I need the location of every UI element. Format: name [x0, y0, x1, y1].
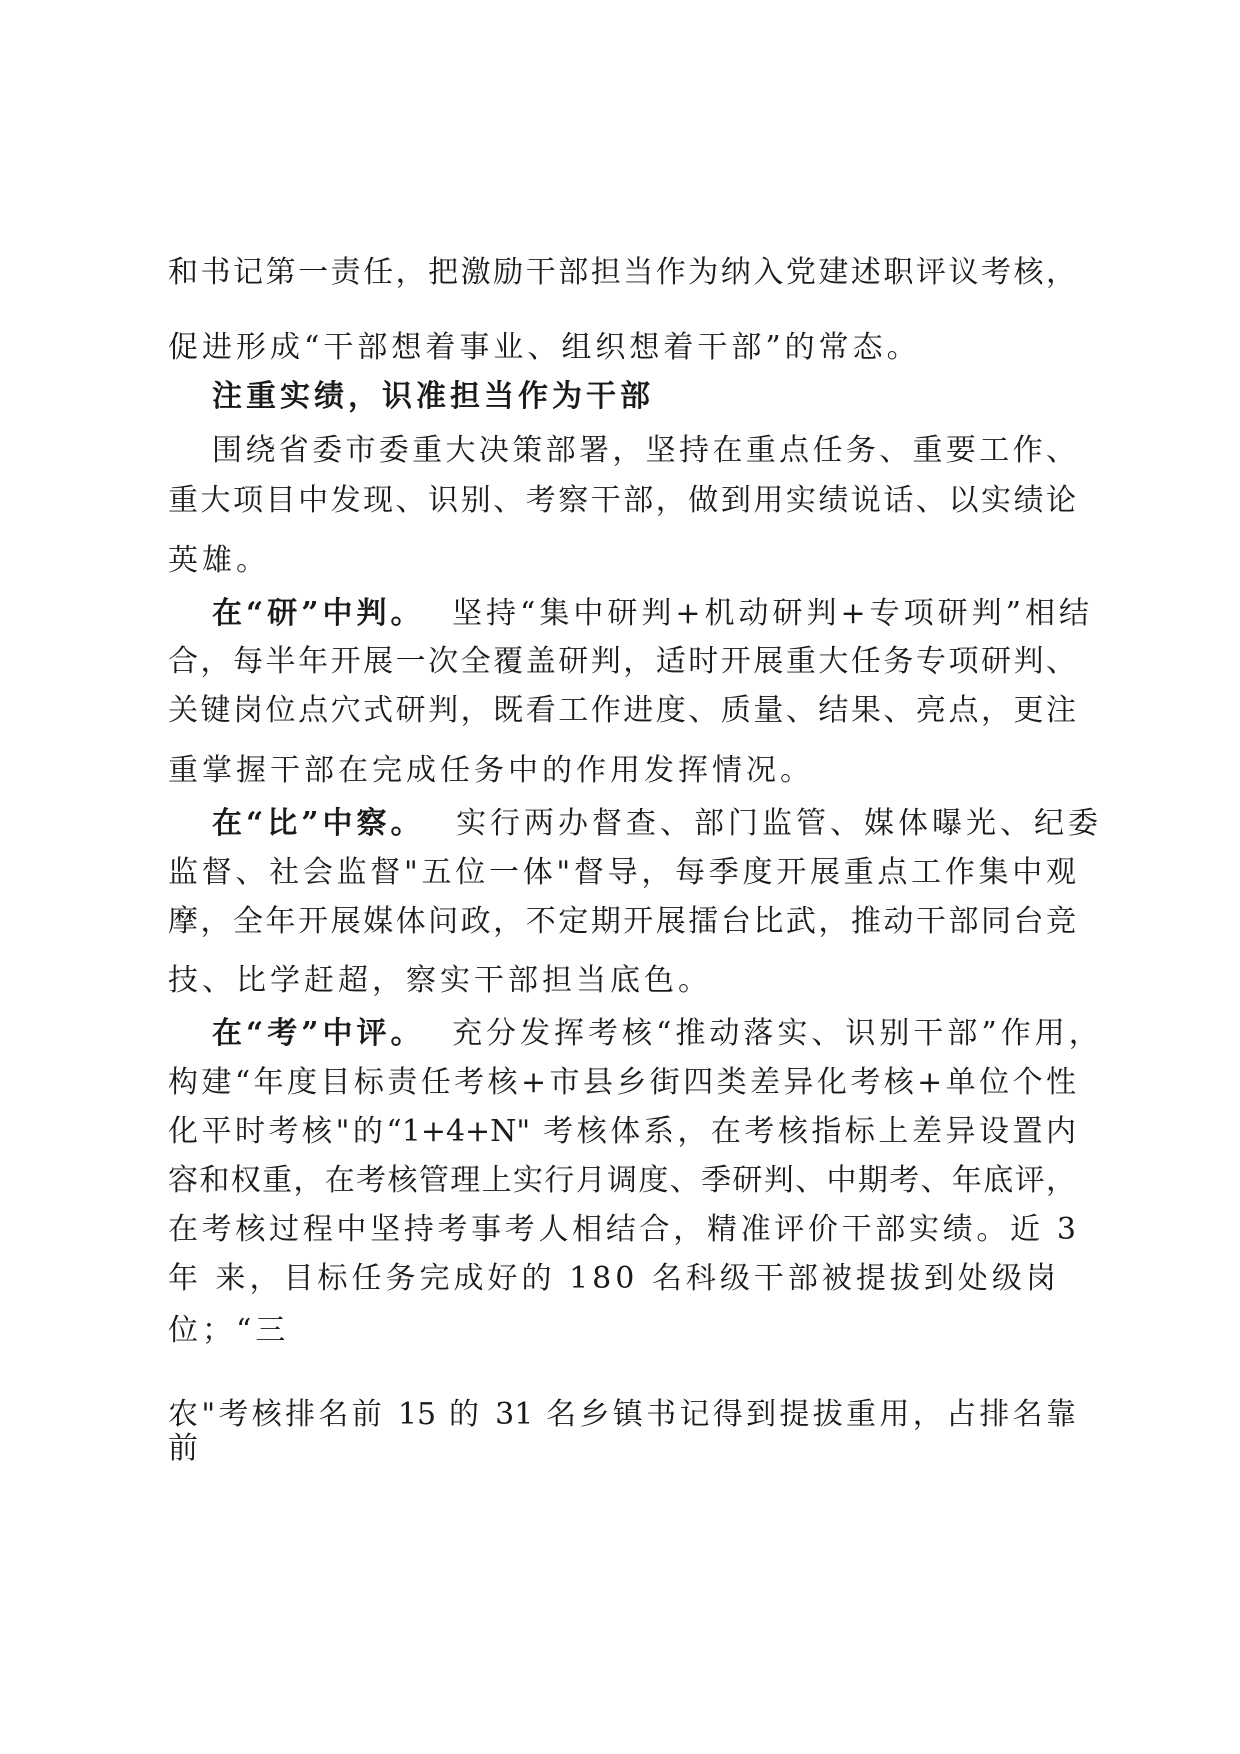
body-line: 构建“年度目标责任考核+市县乡街四类差异化考核+单位个性: [168, 1065, 1076, 1100]
body-line: 围绕省委市委重大决策部署，坚持在重点任务、重要工作、: [212, 433, 1076, 468]
paragraph-lead: 在“比”中察。: [212, 806, 425, 841]
paragraph-first-line: 在“研”中判。 坚持“集中研判+机动研判+专项研判”相结: [212, 596, 1094, 631]
section-heading: 注重实绩，识准担当作为干部: [212, 379, 654, 414]
paragraph-first-line: 在“考”中评。 充分发挥考核“推动落实、识别干部”作用，: [212, 1016, 1103, 1051]
paragraph-lead: 在“考”中评。: [212, 1016, 425, 1051]
paragraph-first-line: 在“比”中察。 实行两办督查、部门监管、媒体曝光、纪委: [212, 806, 1103, 841]
body-line: 和书记第一责任，把激励干部担当作为纳入党建述职评议考核，: [168, 255, 1076, 290]
body-line: 化平时考核"的“1+4+N" 考核体系，在考核指标上差异设置内: [168, 1114, 1076, 1149]
body-line: 合，每半年开展一次全覆盖研判，适时开展重大任务专项研判、: [168, 644, 1076, 679]
body-line: 农"考核排名前 15 的 31 名乡镇书记得到提拔重用，占排名靠: [168, 1397, 1076, 1432]
paragraph-lead: 在“研”中判。: [212, 596, 425, 631]
body-line: 技、比学赶超，察实干部担当底色。: [168, 963, 712, 998]
body-line: 摩，全年开展媒体问政，不定期开展擂台比武，推动干部同台竞: [168, 904, 1076, 939]
body-line: 重大项目中发现、识别、考察干部，做到用实绩说话、以实绩论: [168, 483, 1076, 518]
body-line: 在考核过程中坚持考事考人相结合，精准评价干部实绩。近 3: [168, 1212, 1076, 1247]
body-line: 容和权重，在考核管理上实行月调度、季研判、中期考、年底评，: [168, 1163, 1076, 1198]
body-line: 年 来，目标任务完成好的 180 名科级干部被提拔到处级岗: [168, 1261, 1060, 1296]
body-line: 关键岗位点穴式研判，既看工作进度、质量、结果、亮点，更注: [168, 693, 1076, 728]
body-line: 英雄。: [168, 543, 270, 578]
body-line: 重掌握干部在完成任务中的作用发挥情况。: [168, 753, 814, 788]
body-line: 监督、社会监督"五位一体"督导，每季度开展重点工作集中观: [168, 855, 1076, 890]
body-line: 位；“三: [168, 1313, 290, 1348]
body-line: 促进形成“干部想着事业、组织想着干部”的常态。: [168, 330, 921, 365]
body-line: 前: [168, 1431, 202, 1466]
